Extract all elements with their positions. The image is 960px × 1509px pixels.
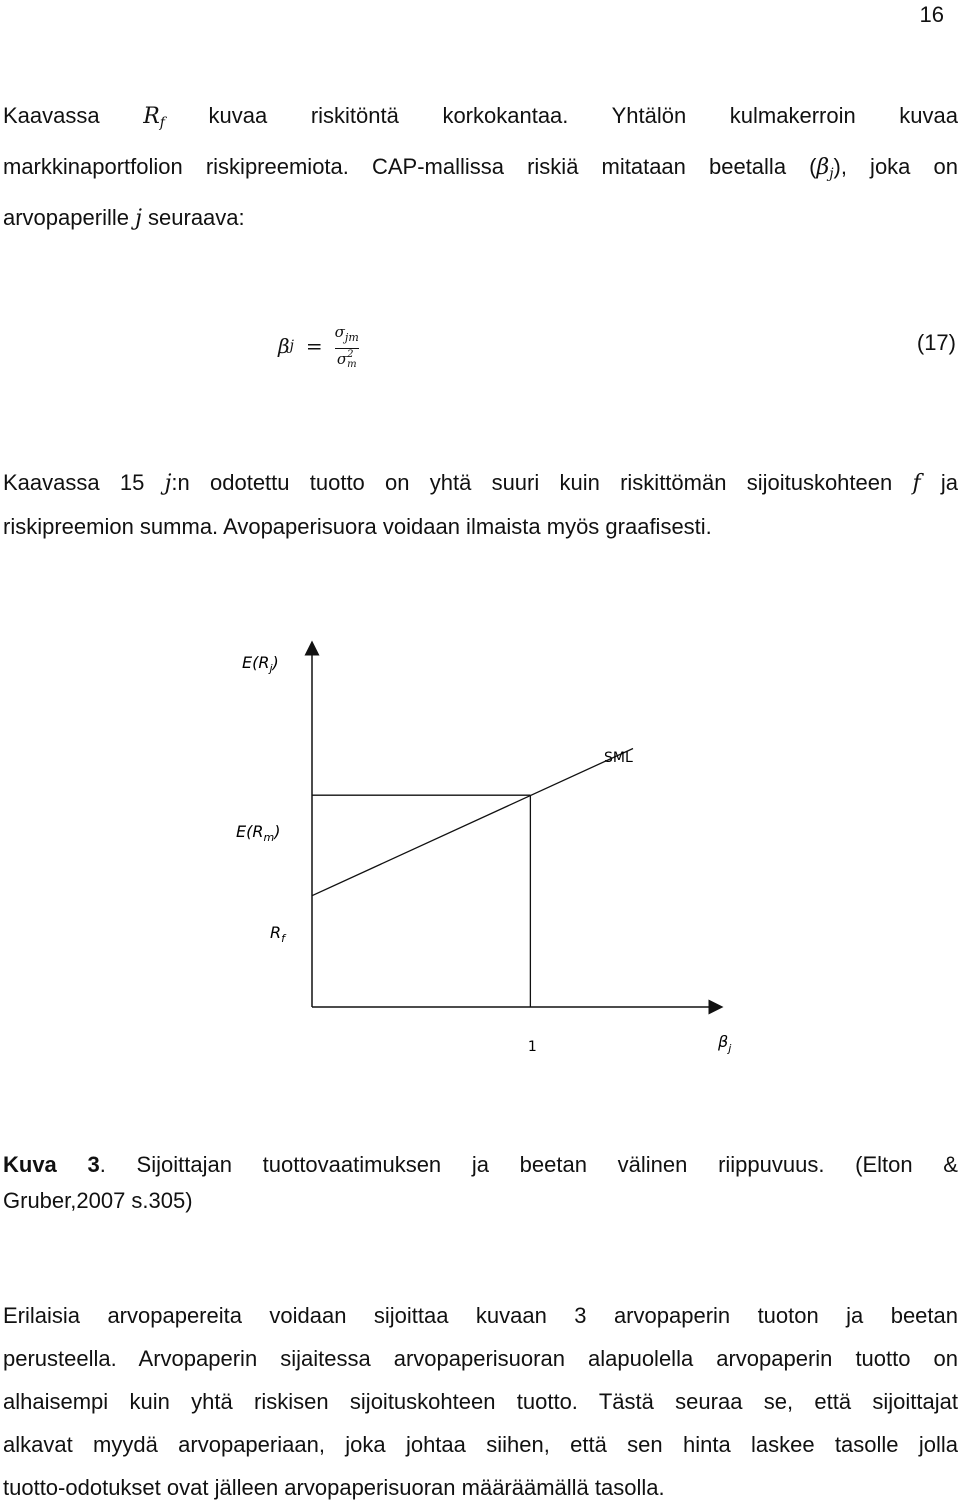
paragraph-line: tuotto-odotukset ovat jälleen arvopaperisuoran määräämällä tasolla. [3, 1475, 665, 1500]
equation-number: (17) [916, 330, 956, 355]
risk-free-label: $R_f$ [270, 923, 285, 945]
paragraph-line: Kaavassa $R_f$ kuvaa riskitöntä korkokantaa. Yhtälön kulmakerroin kuvaa [3, 103, 958, 131]
sml-label: SML [604, 750, 633, 766]
paragraph-line: riskipreemion summa. Avopaperisuora voidaan ilmaista myös graafisesti. [3, 514, 712, 539]
paragraph-line: markkinaportfolion riskipreemiota. CAP-mallissa riskiä mitataan beetalla $(\beta_j)$, joka on [3, 154, 958, 182]
paragraph-intro [3, 94, 958, 240]
paragraph-line: perusteella. Arvopaperin sijaitessa arvopaperisuoran alapuolella arvopaperin tuotto on [3, 1346, 958, 1371]
x-tick-label-one: 1 [527, 1039, 537, 1055]
paragraph-discussion [3, 1294, 958, 1509]
paragraph-line: Kaavassa 15 j:n odotettu tuotto on yhtä suuri kuin riskittömän sijoituskohteen f ja [3, 470, 959, 496]
caption-line: Kuva 3. Sijoittajan tuottovaatimuksen ja beetan välinen riippuvuus. (Elton & [3, 1152, 958, 1177]
paragraph-explanation [3, 461, 958, 548]
paragraph-line: alkavat myydä arvopaperiaan, joka johtaa siihen, että sen hinta laskee tasolle jolla [3, 1432, 958, 1457]
sml-line [312, 749, 633, 896]
sml-chart [220, 630, 780, 1070]
y-axis-label: $E(R_j)$ [242, 653, 279, 675]
paragraph-line: arvopaperille j seuraava: [3, 205, 245, 231]
paragraph-line: alhaisempi kuin yhtä riskisen sijoituskohteen tuotto. Tästä seuraa se, että sijoittajat [3, 1389, 958, 1414]
page-number: 16 [919, 2, 944, 27]
equation-fraction: $\sigma_{jm}$ σ 2 m [334, 323, 359, 370]
figure-caption [3, 1147, 958, 1219]
beta-equation: β j = $\sigma_{jm}$ σ 2 m [278, 323, 359, 370]
beta-symbol: $\beta_j$ [816, 155, 834, 182]
market-return-label: $E(R_m)$ [236, 822, 281, 844]
paragraph-line: Erilaisia arvopapereita voidaan sijoittaa kuvaan 3 arvopaperin tuoton ja beetan [3, 1303, 958, 1328]
x-axis-label: $\beta_j$ [718, 1032, 732, 1055]
caption-label: Kuva 3 [3, 1152, 100, 1177]
risk-free-symbol: $R_f$ [143, 104, 165, 131]
caption-line: Gruber,2007 s.305) [3, 1188, 193, 1213]
